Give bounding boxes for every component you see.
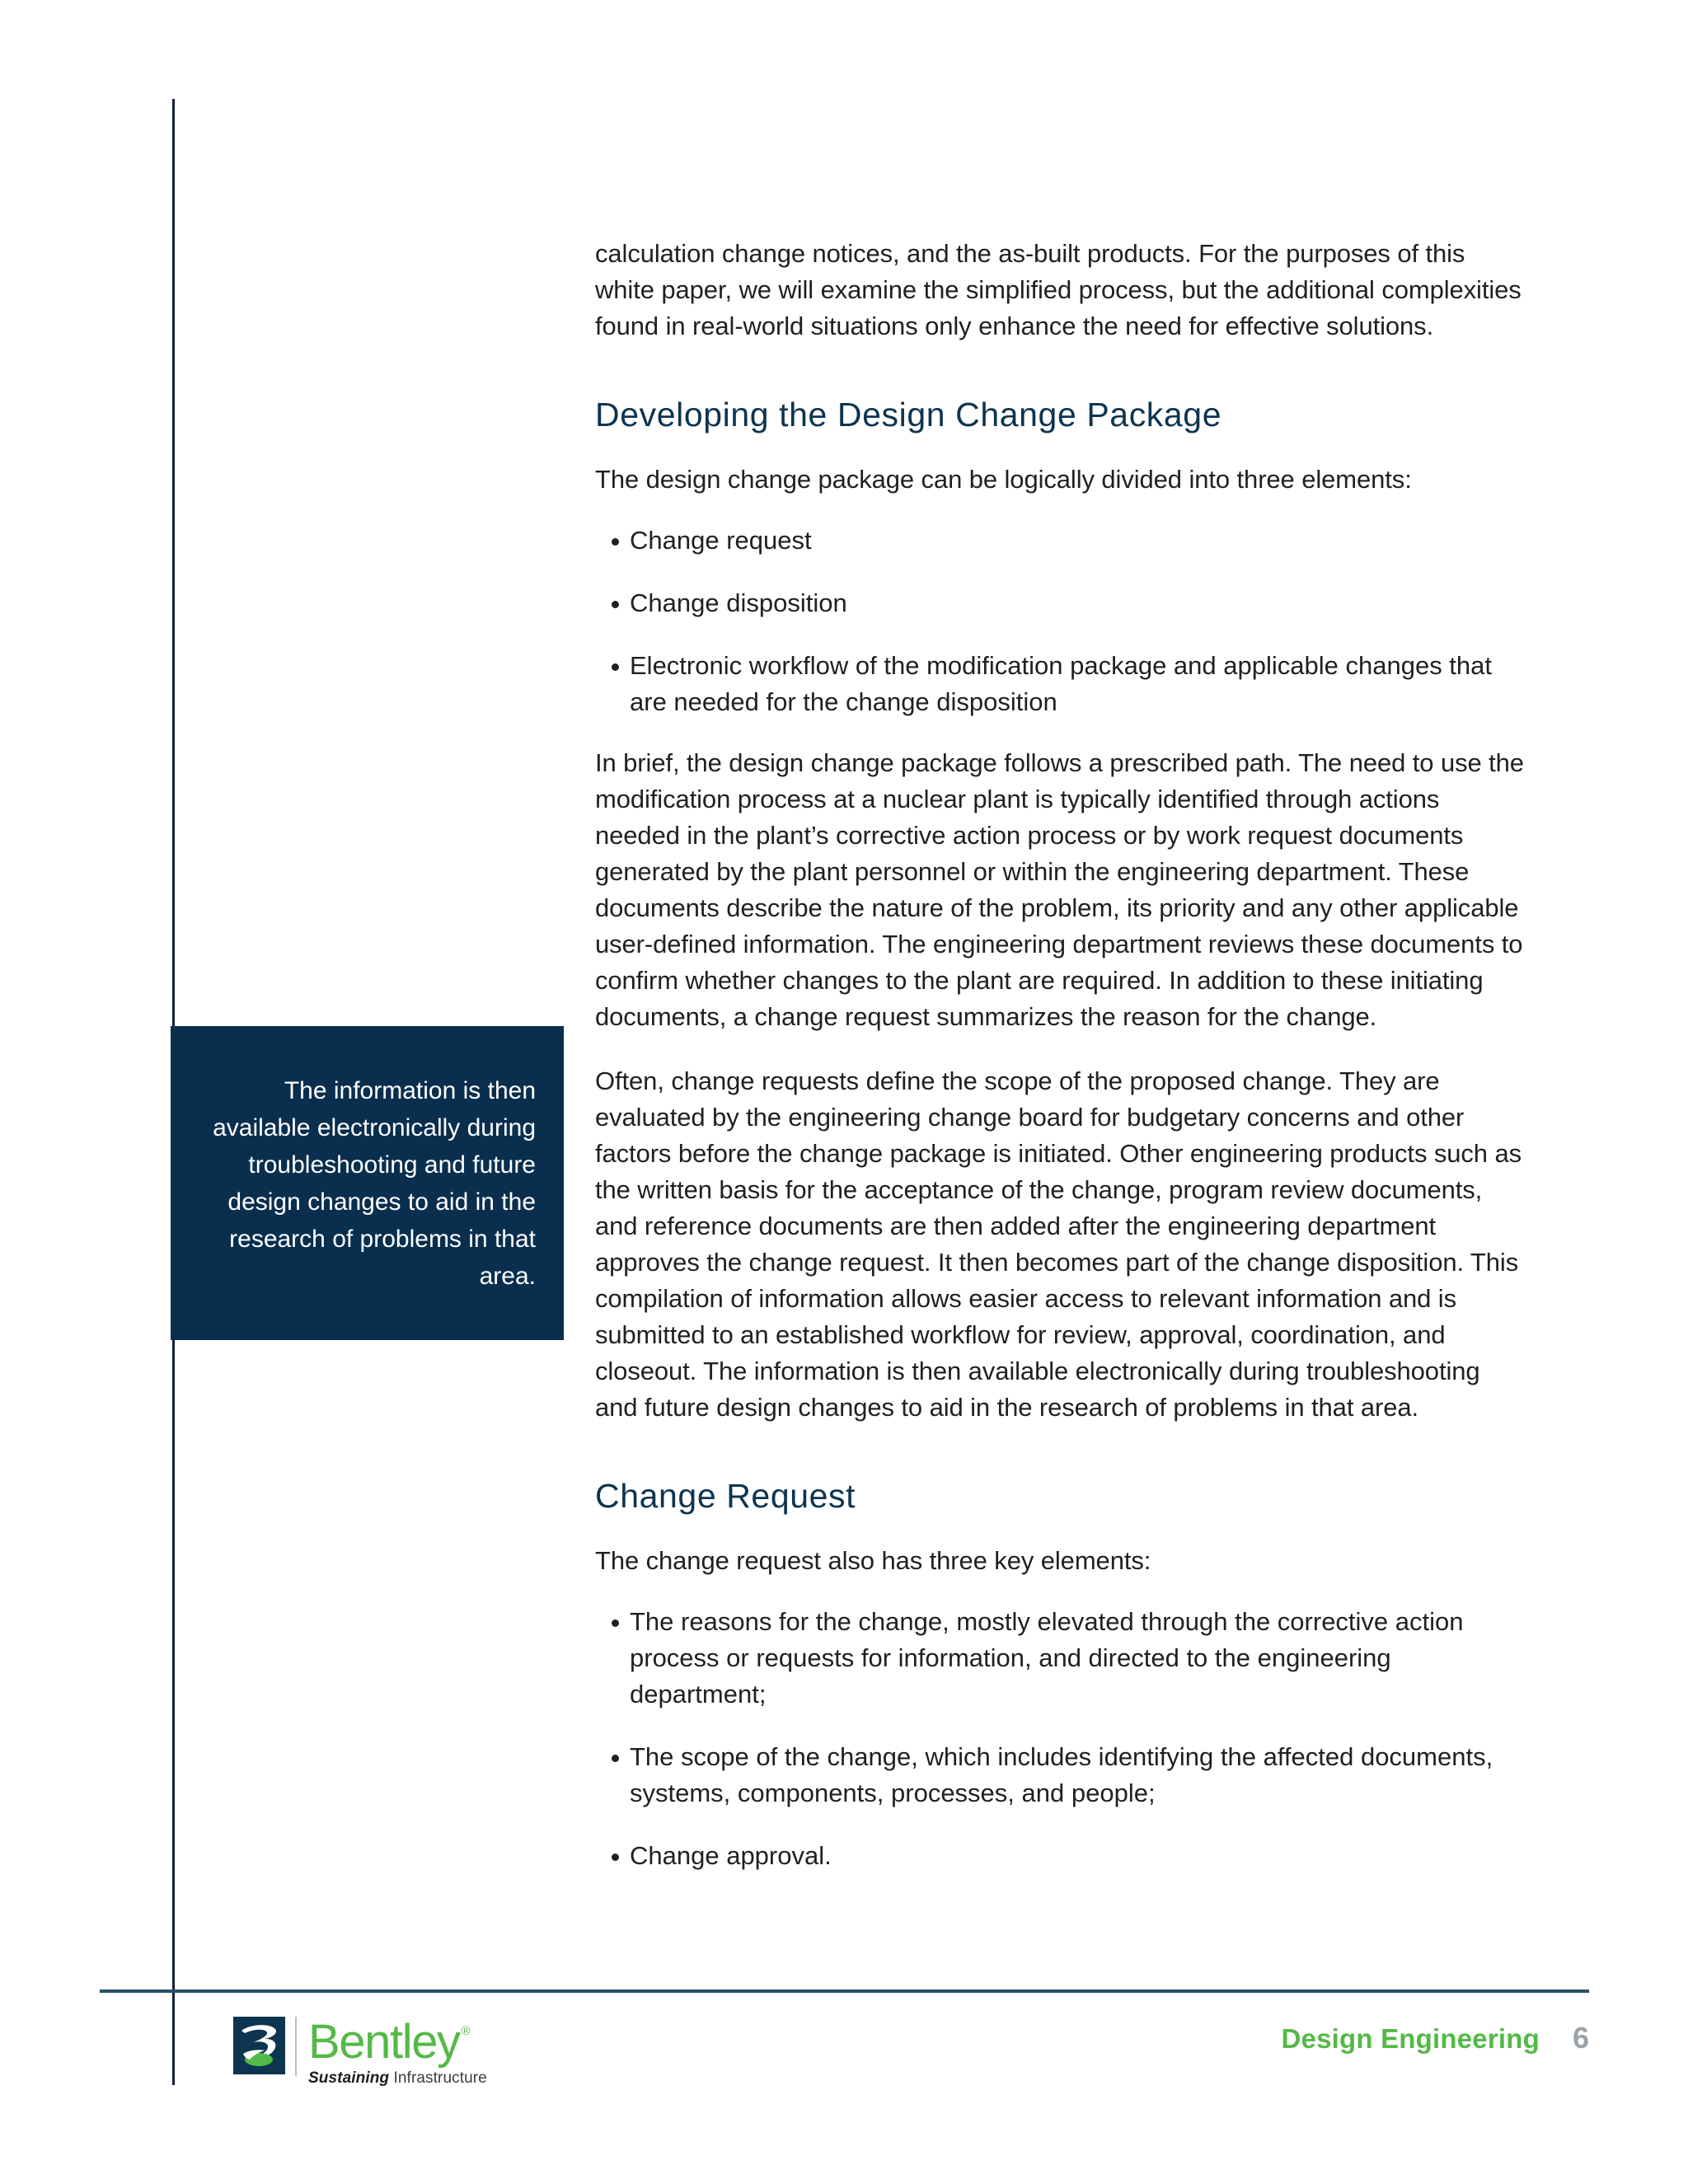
- section-1-lead-paragraph: The design change package can be logically divided into three elements:: [595, 465, 1412, 494]
- list-item: [595, 1604, 1526, 1713]
- list-item: [595, 648, 1526, 720]
- list-item: [595, 1739, 1526, 1811]
- section-2-lead-paragraph: The change request also has three key elements:: [595, 1546, 1151, 1575]
- bullet-dot-icon: [612, 601, 619, 608]
- section-1-paragraph-1: In brief, the design change package follows a prescribed path. The need to use the modification process at a nuclear plant is typically identified through actions needed in the plant’s corrective action process or by work request documents generated by the plant personnel or within the engineering department. These documents describe the nature of the problem, its priority and any other applicable user-defined information. The engineering department reviews these documents to confirm whether changes to the plant are required. In addition to these initiating documents, a change request summarizes the reason for the change.: [595, 748, 1524, 1031]
- pull-quote-callout: [171, 1026, 564, 1340]
- list-item-label: The scope of the change, which includes identifying the affected documents, systems, components, processes, and people;: [630, 1742, 1493, 1807]
- logo-divider: [295, 2017, 297, 2076]
- logo-wordmark: Bentley: [308, 2015, 460, 2069]
- bullet-dot-icon: [612, 538, 619, 546]
- section-1-bullet-list: [595, 523, 1526, 720]
- intro-paragraph: calculation change notices, and the as-built products. For the purposes of this white paper, we will examine the simplified process, but the additional complexities found in real-world situations only enhance the need for effective solutions.: [595, 239, 1522, 340]
- list-item-label: Electronic workflow of the modification package and applicable changes that are needed for the change disposition: [630, 651, 1493, 716]
- section-heading-developing-the-design-change-package: Developing the Design Change Package: [595, 396, 1222, 434]
- bullet-dot-icon: [612, 663, 619, 671]
- list-item: [595, 1838, 1526, 1874]
- pull-quote-text: The information is then available electronically during troubleshooting and future design changes to aid in the research of problems in that area.: [213, 1076, 536, 1290]
- bentley-logo: [233, 2017, 487, 2088]
- logo-tagline-bold: Sustaining: [308, 2069, 390, 2087]
- bullet-dot-icon: [612, 1854, 619, 1861]
- list-item-label: The reasons for the change, mostly elevated through the corrective action process or requests for information, and directed to the engineering department;: [630, 1607, 1464, 1708]
- registered-trademark-icon: ®: [461, 2023, 471, 2038]
- footer-divider-rule: [100, 1990, 1589, 1993]
- list-item-label: Change request: [630, 526, 812, 555]
- footer-document-title: Design Engineering: [1281, 2023, 1540, 2054]
- footer-page-number: 6: [1572, 2021, 1589, 2055]
- list-item-label: Change approval.: [630, 1841, 832, 1870]
- footer-right-group: [1281, 2021, 1589, 2055]
- list-item-label: Change disposition: [630, 588, 847, 617]
- list-item: [595, 523, 1526, 559]
- main-text-column: [595, 236, 1526, 1899]
- section-heading-change-request: Change Request: [595, 1477, 856, 1515]
- section-2-bullet-list: [595, 1604, 1526, 1874]
- bentley-b-mark-icon: [233, 2017, 285, 2074]
- bullet-dot-icon: [612, 1619, 619, 1627]
- logo-tagline-regular: Infrastructure: [393, 2069, 487, 2087]
- logo-tagline: [308, 2069, 487, 2088]
- list-item: [595, 585, 1526, 621]
- section-1-paragraph-2: Often, change requests define the scope of the proposed change. They are evaluated by the engineering change board for budgetary concerns and other factors before the change package is initiated. Other engineering products such as the written basis for the acceptance of the change, program review documents, and reference documents are then added after the engineering department approves the change request. It then becomes part of the change disposition. This compilation of information allows easier access to relevant information and is submitted to an established workflow for review, approval, coordination, and closeout. The information is then available electronically during troubleshooting and future design changes to aid in the research of problems in that area.: [595, 1066, 1522, 1422]
- bullet-dot-icon: [612, 1755, 619, 1762]
- logo-wordblock: [308, 2017, 487, 2088]
